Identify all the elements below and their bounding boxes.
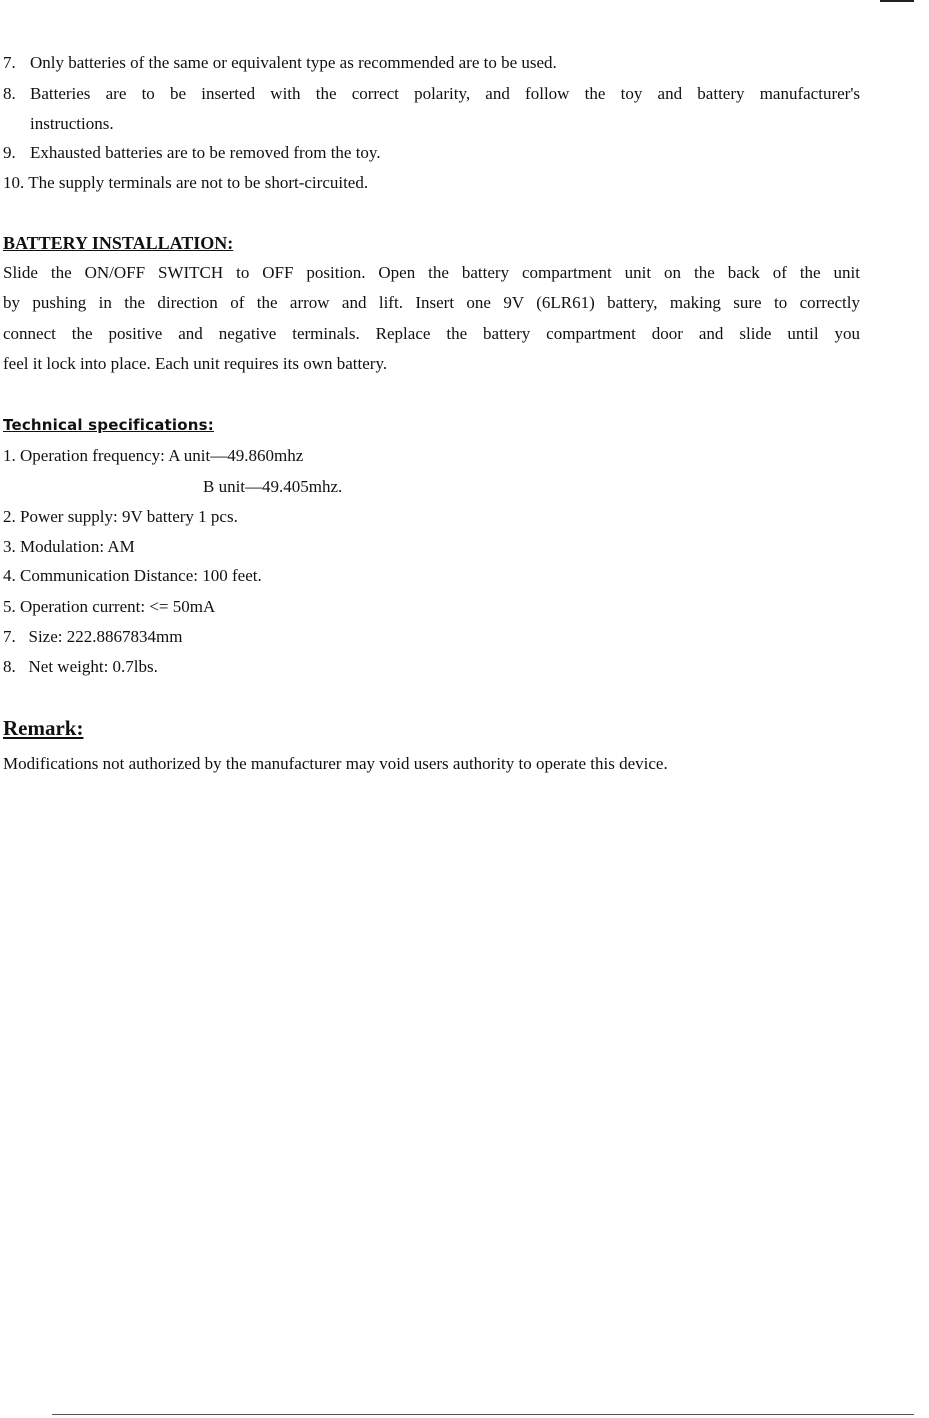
- spec-item: 4. Communication Distance: 100 feet.: [3, 566, 262, 585]
- list-item-continuation: instructions.: [30, 114, 114, 133]
- spec-item: 5. Operation current: <= 50mA: [3, 597, 216, 616]
- spec-item: 7. Size: 222.8867834mm: [3, 627, 183, 646]
- paragraph-line: feel it lock into place. Each unit requires its own battery.: [3, 354, 388, 373]
- remark-heading: Remark:: [3, 716, 84, 740]
- spec-item: 1. Operation frequency: A unit—49.860mhz: [3, 446, 304, 465]
- battery-installation-heading: BATTERY INSTALLATION:: [3, 233, 234, 253]
- list-item: [3, 84, 860, 104]
- spec-item-continuation: B unit—49.405mhz.: [203, 477, 343, 496]
- technical-specifications-heading: Technical specifications:: [3, 416, 214, 434]
- list-number: 8.: [3, 84, 16, 103]
- spec-item: 3. Modulation: AM: [3, 537, 135, 556]
- remark-text: Modifications not authorized by the manufacturer may void users authority to operate this device.: [3, 754, 668, 773]
- spec-item: 2. Power supply: 9V battery 1 pcs.: [3, 507, 238, 526]
- paragraph-line: by pushing in the direction of the arrow and lift. Insert one 9V (6LR61) battery, making sure to correctly: [3, 293, 860, 312]
- top-edge-mark: [880, 0, 914, 2]
- list-item: [3, 53, 557, 73]
- paragraph-line: Slide the ON/OFF SWITCH to OFF position. Open the battery compartment unit on the back of the unit: [3, 263, 860, 282]
- list-number: 9.: [3, 143, 16, 162]
- list-number: 7.: [3, 53, 16, 72]
- list-text: Exhausted batteries are to be removed from the toy.: [30, 143, 381, 162]
- paragraph-line: connect the positive and negative terminals. Replace the battery compartment door and slide until you: [3, 324, 860, 343]
- list-number: 10.: [3, 173, 25, 192]
- list-item: [3, 143, 381, 163]
- list-item: [3, 173, 368, 193]
- list-text: Batteries are to be inserted with the correct polarity, and follow the toy and battery manufacturer's: [30, 84, 860, 103]
- footer-rule: [52, 1414, 914, 1415]
- list-text: The supply terminals are not to be short-circuited.: [28, 173, 369, 192]
- list-text: Only batteries of the same or equivalent type as recommended are to be used.: [30, 53, 557, 72]
- spec-item: 8. Net weight: 0.7lbs.: [3, 657, 158, 676]
